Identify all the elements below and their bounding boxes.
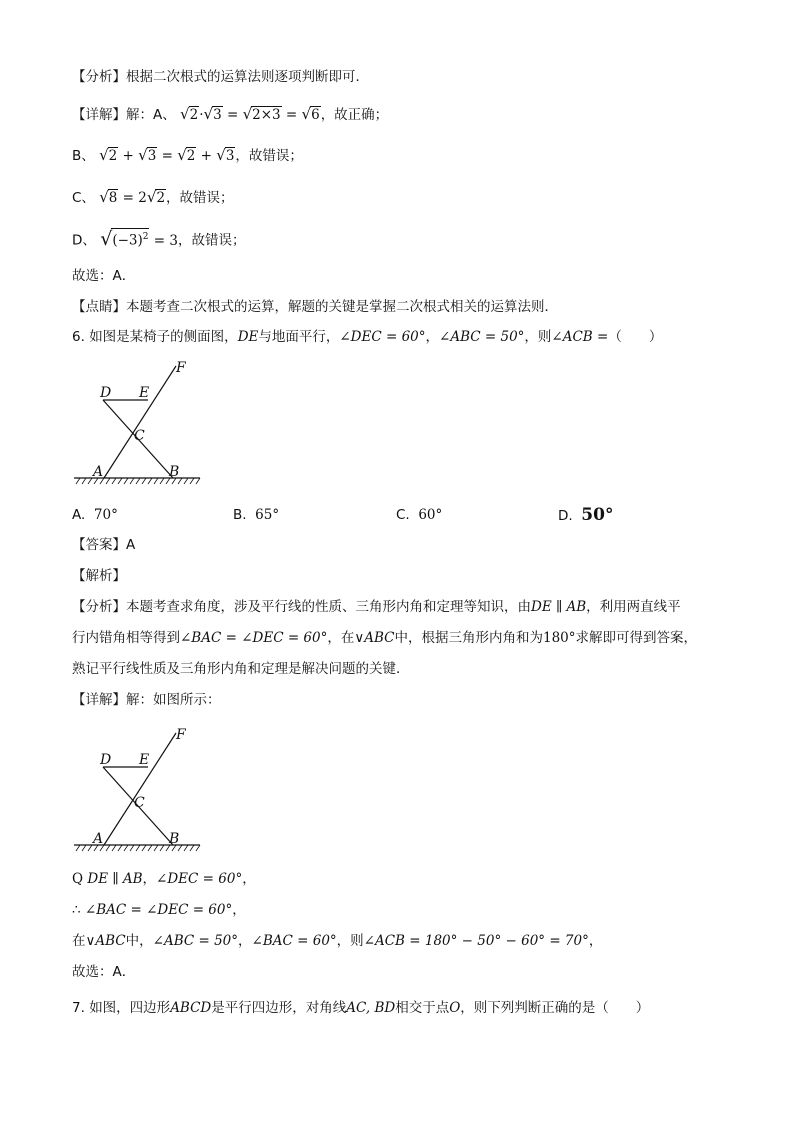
proof-text: 中，: [125, 933, 153, 949]
option-label: A.: [72, 507, 86, 523]
answer-blank: （ ）: [608, 329, 663, 345]
segment-af: [104, 366, 176, 478]
q5-choose: 故选：A．: [72, 268, 136, 284]
math-a: √2·√3 = √2×3 = √6: [180, 105, 320, 123]
label-e: E: [139, 752, 150, 768]
detail-tag: 【详解】: [72, 692, 126, 708]
option-c: [396, 505, 442, 525]
label-f: F: [176, 360, 186, 376]
q6-choose: 故选：A．: [72, 964, 136, 980]
analysis-text: 行内错角相等得到: [72, 630, 180, 646]
segment-af: [104, 733, 176, 845]
math-c: √8 = 2√2: [99, 188, 166, 206]
proof-text: ，: [242, 871, 256, 887]
math-diagonals: AC, BD: [346, 1000, 396, 1016]
q6-proof-line3: [72, 931, 754, 951]
math-parallel: DE ∥ AB: [87, 871, 143, 887]
option-label: D.: [558, 508, 573, 524]
stem-text: 如图，四边形: [89, 1000, 171, 1016]
q6-detail: [72, 690, 754, 710]
label-d: D: [100, 385, 112, 401]
label-a: A: [93, 464, 104, 480]
math-de: DE: [237, 329, 259, 345]
proof-text: ，: [232, 902, 246, 918]
stem-text: ，: [425, 329, 440, 345]
label-d: D: [100, 752, 112, 768]
option-value: 50°: [581, 505, 614, 525]
option-prefix: C、: [72, 190, 95, 206]
math-parallel: DE ∥ AB: [531, 599, 587, 615]
result-text: ，故错误；: [177, 232, 246, 249]
option-b: [233, 505, 279, 525]
proof-text: ，: [142, 871, 157, 887]
option-label: C.: [396, 507, 410, 523]
stem-text: ，则下列判断正确的是（ ）: [460, 1000, 650, 1016]
analysis-text: 求解即可得到答案，: [575, 630, 698, 646]
math-angle-acb: ∠ACB =: [551, 329, 609, 345]
label-e: E: [139, 385, 150, 401]
q5-detail-c: [72, 187, 754, 208]
chair-figure: [68, 358, 218, 492]
math-abcd: ABCD: [170, 1000, 212, 1016]
question-number: 7.: [72, 1000, 85, 1016]
stem-text: 与地面平行，: [258, 329, 340, 345]
math-d: $√(-3)^2 = 3$: [100, 227, 178, 250]
detail-text: 解：如图所示：: [126, 692, 221, 708]
analysis-text: 本题考查求角度，涉及平行线的性质、三角形内角和定理等知识，由: [126, 599, 531, 615]
math-angle-acb: ∠ACB = 180° − 50° − 60° = 70°: [363, 933, 589, 949]
math-angle-abc: ∠ABC = 50°: [152, 933, 239, 949]
option-value: 60°: [418, 507, 443, 523]
comment-tag: 【点睛】: [72, 299, 126, 315]
label-b: B: [169, 831, 180, 847]
option-prefix: 解：A、: [126, 107, 176, 123]
label-f: F: [176, 727, 186, 743]
analysis-text: ，利用两直线平: [586, 599, 681, 615]
stem-text: 如图是某椅子的侧面图，: [89, 329, 238, 345]
option-value: 70°: [93, 507, 118, 523]
q5-detail-d: [72, 228, 754, 251]
q6-stem: [72, 327, 754, 347]
label-c: C: [134, 428, 145, 444]
detail-tag: 【详解】: [72, 107, 126, 123]
stem-text: 相交于点: [395, 1000, 450, 1016]
option-prefix: D、: [72, 232, 96, 249]
math-180: 180°: [543, 630, 576, 646]
option-a: [72, 505, 118, 525]
q7-stem: [72, 998, 754, 1018]
analysis-text: 根据二次根式的运算法则逐项判断即可．: [126, 69, 369, 85]
q5-comment: [72, 297, 754, 317]
math-angle-dec: ∠DEC = 60°: [156, 871, 243, 887]
label-a: A: [93, 831, 104, 847]
math-triangle: ∨ABC: [85, 933, 126, 949]
proof-text: ，: [238, 933, 252, 949]
answer-tag: 【答案】: [72, 537, 126, 553]
analysis-tag: 【分析】: [72, 599, 126, 615]
math-angle-dec: ∠DEC = 60°: [339, 329, 426, 345]
because-symbol: Q: [72, 871, 84, 887]
comment-text: 本题考查二次根式的运算，解题的关键是掌握二次根式相关的运算法则．: [126, 299, 558, 315]
math-b: √2 + √3 = √2 + √3: [99, 146, 235, 164]
answer-value: A: [126, 537, 136, 553]
q6-analysis-line3: 熟记平行线性质及三角形内角和定理是解决问题的关键．: [72, 661, 410, 677]
option-label: B.: [233, 507, 247, 523]
result-text: ，故正确；: [320, 107, 389, 123]
math-point-o: O: [449, 1000, 461, 1016]
analysis-text: 中，根据三角形内角和为: [394, 630, 543, 646]
math-angle-bac: ∠BAC = 60°: [251, 933, 337, 949]
q6-proof-line1: [72, 869, 754, 889]
option-prefix: B、: [72, 148, 95, 164]
label-b: B: [169, 464, 180, 480]
chair-figure-solution: [68, 725, 218, 859]
q5-analysis: [72, 67, 754, 87]
math-equation: ∠BAC = ∠DEC = 60°: [180, 630, 328, 646]
analysis-tag: 【分析】: [72, 69, 126, 85]
q5-detail-b: [72, 145, 754, 166]
proof-text: 在: [72, 933, 86, 949]
option-d: [558, 505, 613, 526]
label-c: C: [134, 795, 145, 811]
proof-text: ，则: [336, 933, 364, 949]
stem-text: ，则: [524, 329, 552, 345]
option-value: 65°: [255, 507, 280, 523]
q5-detail-a: [72, 104, 754, 125]
q6-proof-line2: [72, 900, 754, 920]
result-text: ，故错误；: [235, 148, 303, 164]
math-triangle: ∨ABC: [354, 630, 395, 646]
math-equation: ∠BAC = ∠DEC = 60°: [84, 902, 233, 918]
stem-text: 是平行四边形，对角线: [211, 1000, 347, 1016]
q6-analysis-line2: [72, 628, 754, 648]
question-number: 6.: [72, 329, 85, 345]
q6-explain-tag: 【解析】: [72, 568, 126, 584]
math-angle-abc: ∠ABC = 50°: [439, 329, 525, 345]
therefore-symbol: ∴: [72, 902, 81, 918]
q6-analysis-line1: [72, 597, 754, 617]
result-text: ，故错误；: [166, 190, 234, 206]
q6-answer: [72, 535, 754, 555]
proof-text: ，: [588, 933, 603, 949]
analysis-text: ，在: [327, 630, 355, 646]
